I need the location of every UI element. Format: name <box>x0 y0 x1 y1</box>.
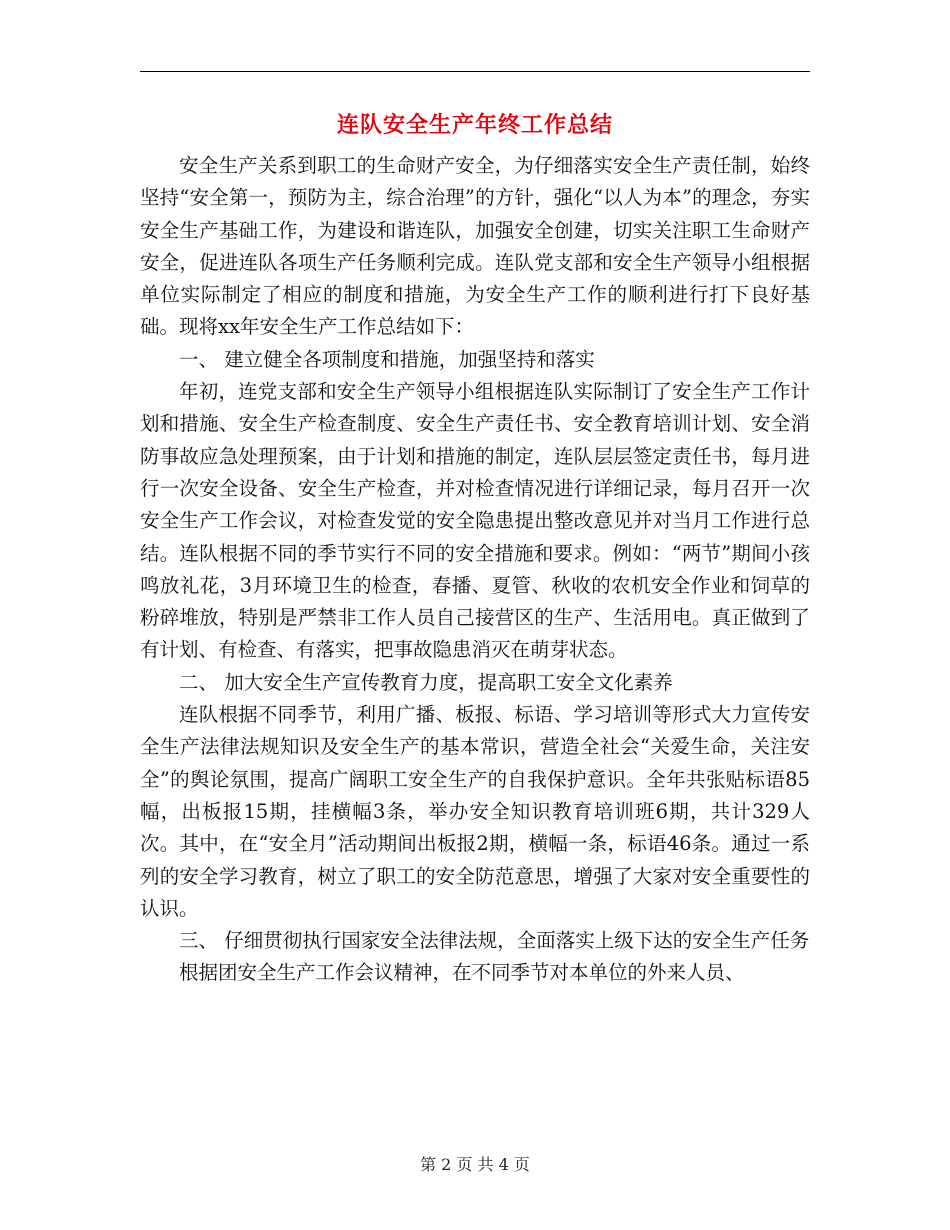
page-number-footer: 第 2 页 共 4 页 <box>420 1155 530 1174</box>
section-heading-2: 二、 加大安全生产宣传教育力度，提高职工安全文化素养 <box>179 670 673 694</box>
intro-paragraph: 安全生产关系到职工的生命财产安全，为仔细落实安全生产责任制，始终坚持“安全第一，预防为主，综合治理”的方针，强化“以人为本”的理念，夯实安全生产基础工作，为建设和谐连队，加强安全创建，切实关注职工生命财产安全，促进连队各项生产任务顺利完成。连队党支部和安全生产领导小组根据单位实际制定了相应的制度和措施，为安全生产工作的顺利进行打下良好基础。现将xx年安全生产工作总结如下： <box>140 154 810 339</box>
section-heading-3: 三、 仔细贯彻执行国家安全法律法规，全面落实上级下达的安全生产任务 <box>179 929 810 953</box>
section-1-paragraph: 年初，连党支部和安全生产领导小组根据连队实际制订了安全生产工作计划和措施、安全生产检查制度、安全生产责任书、安全教育培训计划、安全消防事故应急处理预案，由于计划和措施的制定，连队层层签定责任书，每月进行一次安全设备、安全生产检查，并对检查情况进行详细记录，每月召开一次安全生产工作会议，对检查发觉的安全隐患提出整改意见并对当月工作进行总结。连队根据不同的季节实行不同的安全措施和要求。例如：“两节”期间小孩鸣放礼花，3月环境卫生的检查，春播、夏管、秋收的农机安全作业和饲草的粉碎堆放，特别是严禁非工作人员自己接营区的生产、生活用电。真正做到了有计划、有检查、有落实，把事故隐患消灭在萌芽状态。 <box>140 380 810 662</box>
section-3-paragraph: 根据团安全生产工作会议精神，在不同季节对本单位的外来人员、 <box>179 961 745 985</box>
document-body <box>140 150 810 990</box>
header-rule <box>140 71 810 72</box>
document-title: 连队安全生产年终工作总结 <box>336 112 613 138</box>
section-2-paragraph: 连队根据不同季节，利用广播、板报、标语、学习培训等形式大力宣传安全生产法律法规知识及安全生产的基本常识，营造全社会“关爱生命，关注安全”的舆论氛围，提高广阔职工安全生产的自我保护意识。全年共张贴标语85幅，出板报15期，挂横幅3条，举办安全知识教育培训班6期，共计329人次。其中，在“安全月”活动期间出板报2期，横幅一条，标语46条。通过一系列的安全学习教育，树立了职工的安全防范意思，增强了大家对安全重要性的认识。 <box>140 703 810 920</box>
section-heading-1: 一、 建立健全各项制度和措施，加强坚持和落实 <box>179 347 595 371</box>
